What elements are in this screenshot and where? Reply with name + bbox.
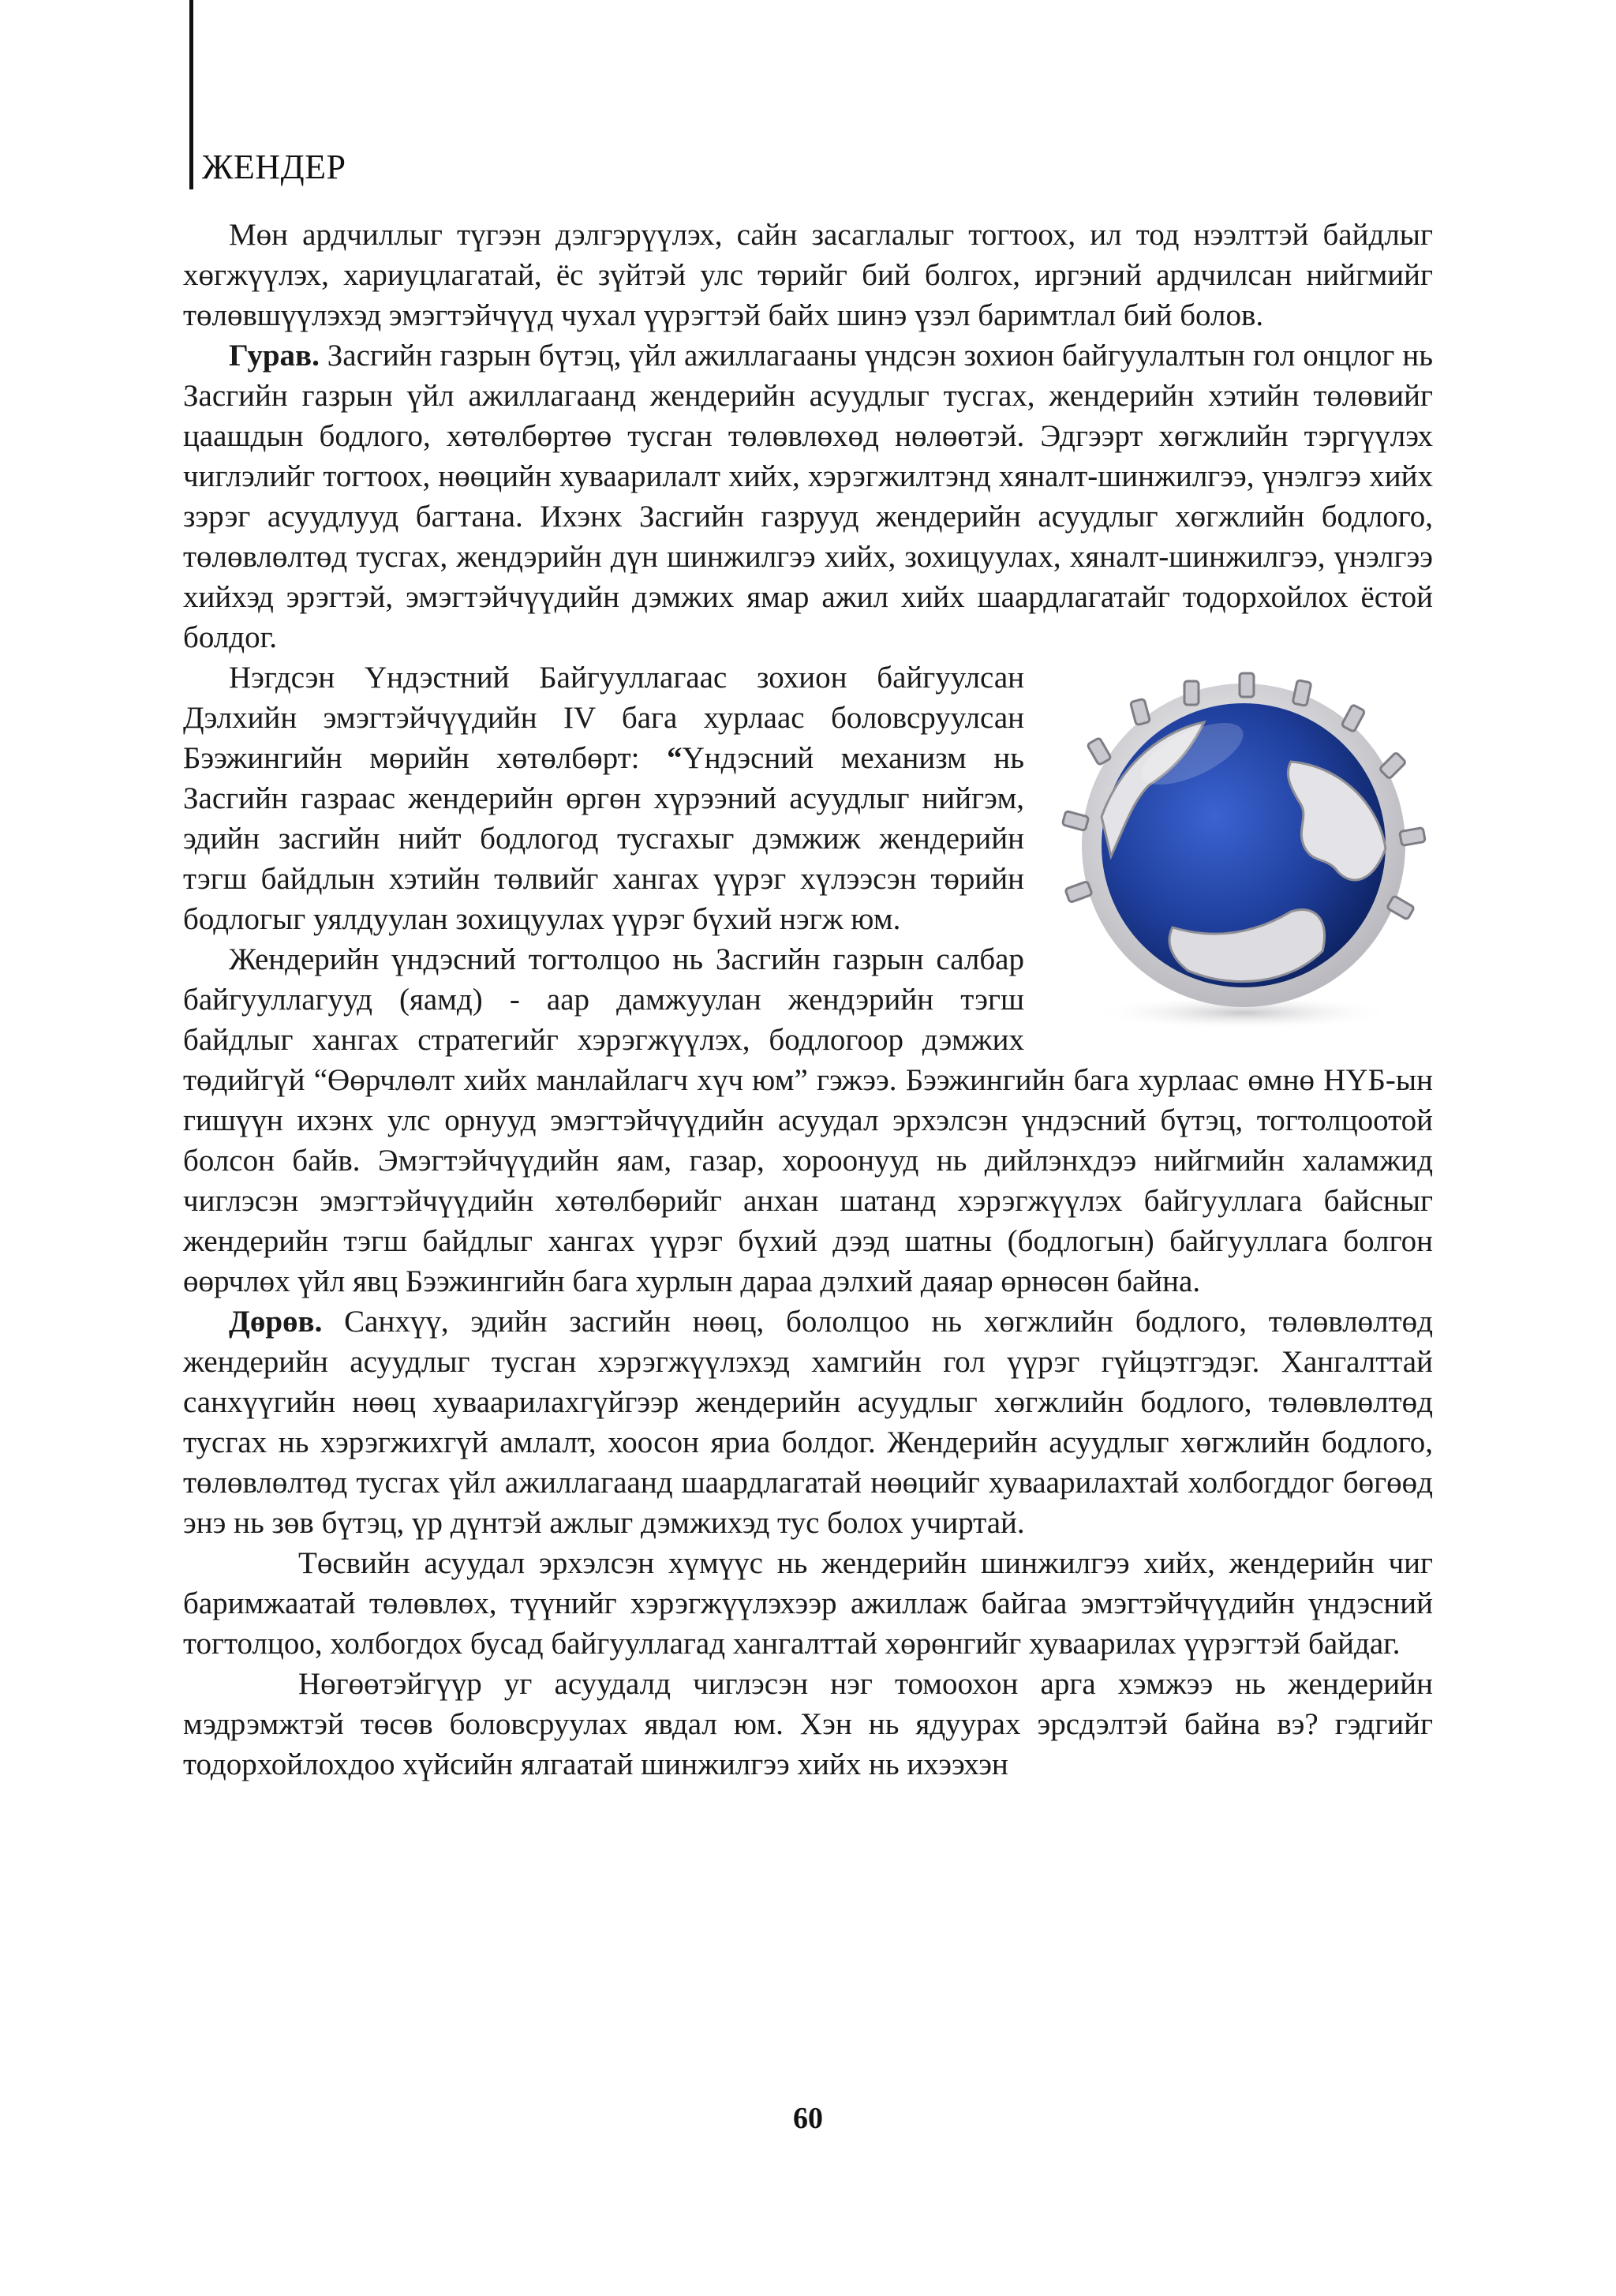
running-header: ЖЕНДЕР xyxy=(202,148,346,186)
paragraph-1: Мөн ардчиллыг түгээн дэлгэрүүлэх, сайн засаглалыг тогтоох, ил тод нээлттэй байдлыг хөгжүүлэх, хариуцлагатай, ёс зүйтэй улс төрийг бий болгох, иргэний ардчилсан нийгмийг төлөвшүүлэхэд эмэгтэйчүүд чухал үүрэгтэй байх шинэ үзэл баримтлал бий болов. xyxy=(183,218,1433,332)
paragraph-2-lead: Гурав. xyxy=(229,339,320,373)
paragraph-5 xyxy=(183,1302,1433,1543)
paragraph-3-quote-mark: “ xyxy=(667,741,683,775)
paragraph-2 xyxy=(183,335,1433,657)
paragraph-2-text: Засгийн газрын бүтэц, үйл ажиллагааны үндсэн зохион байгуулалтын гол онцлог нь Засгийн газрын үйл ажиллагаанд жендерийн асуудлыг тусгах, жендерийн хэтийн төлөвийг цаашдын бодлого, хөтөлбөртөө тусган төлөвлөхөд нөлөөтэй. Эдгээрт хөгжлийн тэргүүлэх чиглэлийг тогтоох, нөөцийн хуваарилалт хийх, хэрэгжилтэнд хяналт-шинжилгээ, үнэлгээ хийх зэрэг асуудлууд багтана. Ихэнх Засгийн газрууд жендерийн асуудлыг хөгжлийн бодлого, төлөвлөлтөд тусгах, жендэрийн дүн шинжилгээ хийх, зохицуулах, хяналт-шинжилгээ, үнэлгээ хийхэд эрэгтэй, эмэгтэйчүүдийн дэмжих ямар ажил хийх шаардлагатайг тодорхойлох ёстой болдог. xyxy=(183,339,1433,654)
page-number: 60 xyxy=(793,2102,823,2135)
body-text xyxy=(183,215,1433,1785)
globe-illustration xyxy=(1054,667,1433,1032)
header-rule xyxy=(189,0,193,189)
paragraph-3-text-b: Үндэсний механизм нь Засгийн газраас жендерийн өргөн хүрээний асуудлыг нийгэм, эдийн засгийн нийт бодлогод тусгахыг дэмжиж жендерийн тэгш байдлын хэтийн төлвийг хангах үүрэг хүлээсэн төрийн бодлогыг уялдуулан зохицуулах үүрэг бүхий нэгж юм. xyxy=(183,741,1024,936)
paragraph-3-text-a: Нэгдсэн Үндэстний Байгууллагаас зохион байгуулсан Дэлхийн эмэгтэйчүүдийн IV бага хурлаас боловсруулсан Бээжингийн мөрийн хөтөлбөрт: xyxy=(183,661,1024,775)
paragraph-6: Төсвийн асуудал эрхэлсэн хүмүүс нь жендерийн шинжилгээ хийх, жендерийн чиг баримжаатай төлөвлөх, түүнийг хэрэгжүүлэхээр ажиллаж байгаа эмэгтэйчүүдийн үндэсний тогтолцоо, холбогдох бусад байгууллагад хангалттай хөрөнгийг хуваарилах үүрэгтэй байдаг. xyxy=(183,1546,1433,1661)
paragraph-5-lead: Дөрөв. xyxy=(229,1305,323,1339)
paragraph-5-text: Санхүү, эдийн засгийн нөөц, бололцоо нь хөгжлийн бодлого, төлөвлөлтөд жендерийн асуудлыг тусган хэрэгжүүлэхэд хамгийн гол үүрэг гүйцэтгэдэг. Хангалттай санхүүгийн нөөц хуваарилахгүйгээр жендерийн асуудлыг хөгжлийн бодлого, төлөвлөлтөд тусгах нь хэрэгжихгүй амлалт, хоосон яриа болдог. Жендерийн асуудлыг хөгжлийн бодлого, төлөвлөлтөд тусгах үйл ажиллагаанд шаардлагатай нөөцийг хуваарилахтай холбогддог бөгөөд энэ нь зөв бүтэц, үр дүнтэй ажлыг дэмжихэд тус болох учиртай. xyxy=(183,1305,1433,1540)
paragraph-7: Нөгөөтэйгүүр уг асуудалд чиглэсэн нэг томоохон арга хэмжээ нь жендерийн мэдрэмжтэй төсөв боловсруулах явдал юм. Хэн нь ядуурах эрсдэлтэй байна вэ? гэдгийг тодорхойлохдоо хүйсийн ялгаатай шинжилгээ хийх нь ихээхэн xyxy=(183,1667,1433,1781)
paragraph-4: Жендерийн үндэсний тогтолцоо нь Засгийн газрын салбар байгууллагууд (яамд) - аар дамжуулан жендэрийн тэгш байдлыг хангах стратегийг хэрэгжүүлэх, бодлогоор дэмжих төдийгүй “Өөрчлөлт хийх манлайлагч хүч юм” гэжээ. Бээжингийн бага хурлаас өмнө НҮБ-ын гишүүн ихэнх улс орнууд эмэгтэйчүүдийн асуудал эрхэлсэн үндэсний бүтэц, тогтолцоотой болсон байв. Эмэгтэйчүүдийн яам, газар, хороонууд нь дийлэнхдээ нийгмийн халамжид чиглэсэн эмэгтэйчүүдийн хөтөлбөрийг анхан шатанд хэрэгжүүлэх байгууллага байсныг жендерийн тэгш байдлыг хангах үүрэг бүхий дээд шатны (бодлогын) байгууллага болгон өөрчлөх үйл явц Бээжингийн бага хурлын дараа дэлхий даяар өрнөсөн байна. xyxy=(183,942,1433,1298)
